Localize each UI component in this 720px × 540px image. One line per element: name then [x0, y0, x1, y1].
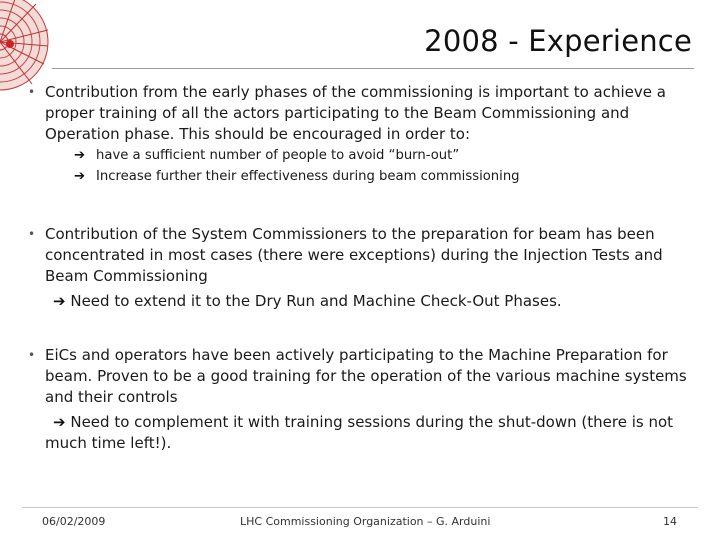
footer-date: 06/02/2009 [42, 515, 106, 528]
sub-item [74, 166, 693, 187]
slide-title: 2008 - Experience [424, 24, 692, 58]
footer-divider [22, 507, 698, 508]
followup-text: Need to extend it to the Dry Run and Machine Check-Out Phases. [70, 292, 562, 310]
bullet-text: Contribution of the System Commissioners to the preparation for beam has been concentrated in most cases (there were exceptions) during the Injection Tests and Beam Commissioning [45, 225, 663, 285]
page-number: 14 [663, 515, 677, 528]
arrow-icon: ➔ [53, 292, 66, 310]
sub-item-text: have a sufficient number of people to avoid “burn-out” [96, 148, 460, 163]
arrow-icon: ➔ [74, 169, 86, 184]
bullet-followup [45, 412, 693, 454]
bullet-dot: • [28, 348, 36, 362]
arrow-icon: ➔ [74, 148, 86, 163]
bullet-item-3 [28, 345, 693, 454]
bullet-item-2 [28, 224, 693, 312]
bullet-text: Contribution from the early phases of the commissioning is important to achieve a proper training of all the actors participating to the Beam Commissioning and Operation phase. This should be encouraged in order to: [45, 83, 666, 143]
footer-title: LHC Commissioning Organization – G. Arduini [240, 515, 491, 528]
bullet-dot: • [28, 227, 36, 241]
bullet-item-1 [28, 82, 693, 187]
sub-item [74, 145, 693, 166]
title-divider [52, 68, 694, 69]
arrow-icon: ➔ [53, 413, 66, 431]
followup-text: Need to complement it with training sessions during the shut-down (there is not much time left!). [45, 413, 674, 452]
bullet-text: EiCs and operators have been actively participating to the Machine Preparation for beam. Proven to be a good training for the operation of the various machine systems and their controls [45, 346, 687, 406]
bullet-followup [45, 291, 693, 312]
bullet-dot: • [28, 85, 36, 99]
sub-item-text: Increase further their effectiveness during beam commissioning [96, 169, 520, 184]
